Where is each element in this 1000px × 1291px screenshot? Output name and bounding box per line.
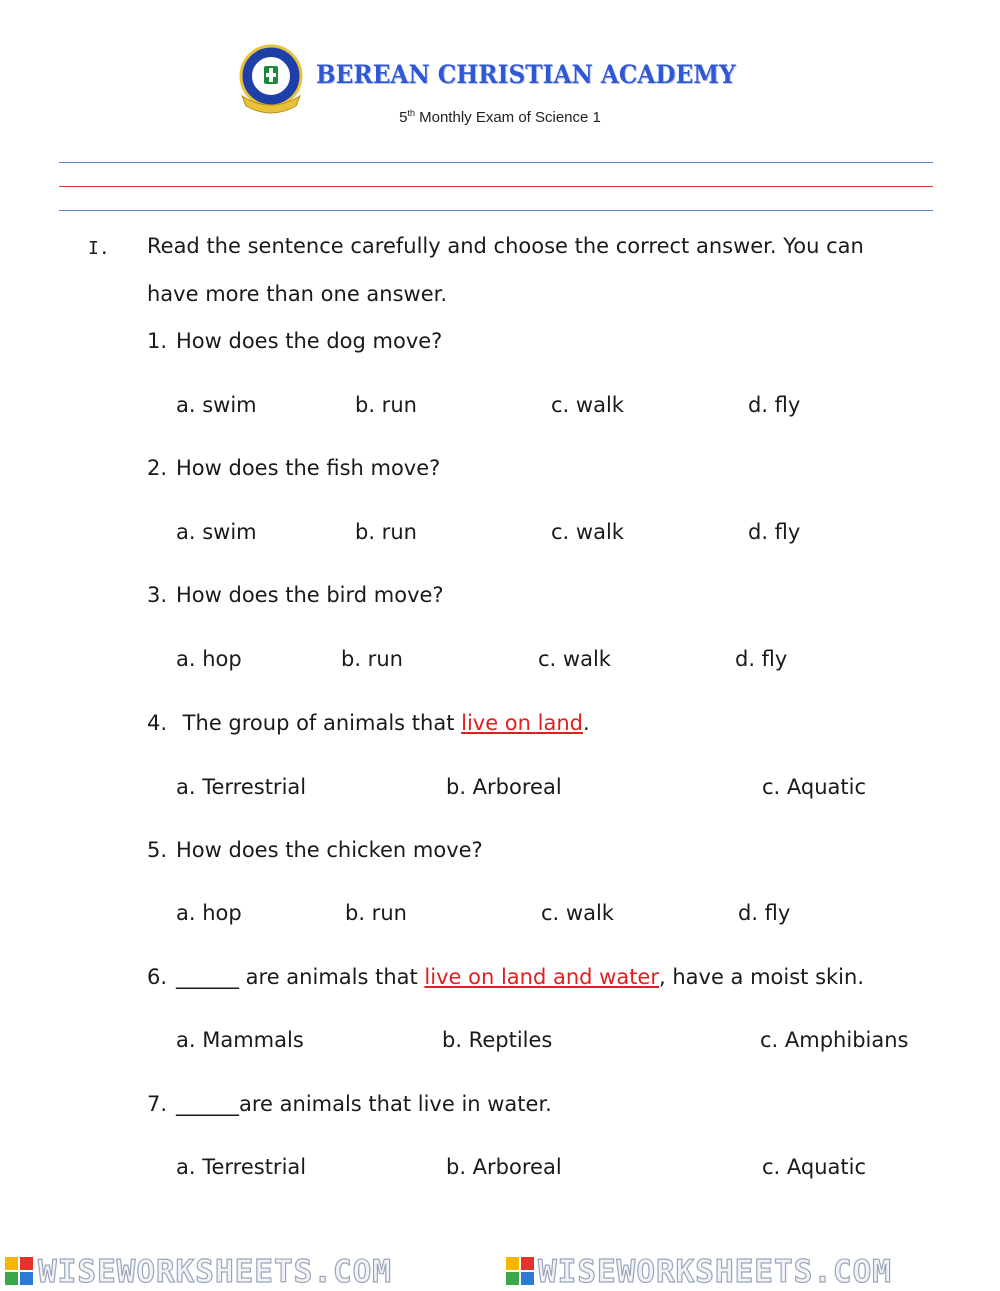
school-name: BEREAN CHRISTIAN ACADEMY <box>316 60 736 89</box>
choice[interactable]: b. run <box>345 901 407 925</box>
question-text-end: , have a moist skin. <box>658 965 864 989</box>
question-text: ______ are animals that <box>176 965 425 989</box>
question-number: 5. <box>147 838 168 862</box>
choice[interactable]: c. walk <box>538 647 611 671</box>
exam-ordinal-suffix: th <box>407 108 415 118</box>
divider-line-middle <box>59 186 933 187</box>
choice[interactable]: d. fly <box>748 393 801 417</box>
choice[interactable]: c. walk <box>551 393 624 417</box>
choice[interactable]: b. Arboreal <box>446 775 562 799</box>
highlighted-phrase: live on land <box>461 711 583 735</box>
choice[interactable]: a. Terrestrial <box>176 1155 307 1179</box>
choice[interactable]: c. Aquatic <box>762 775 867 799</box>
question-number: 1. <box>147 329 168 353</box>
question-1 <box>147 329 442 353</box>
question-3 <box>147 583 444 607</box>
question-text: The group of animals that <box>176 711 462 735</box>
question-number: 2. <box>147 456 168 480</box>
divider-line-top <box>59 162 933 163</box>
question-text: How does the bird move? <box>176 583 444 607</box>
choice[interactable]: b. run <box>355 520 417 544</box>
choice[interactable]: c. walk <box>541 901 614 925</box>
exam-title <box>0 108 1000 126</box>
highlighted-phrase: live on land and water <box>424 965 659 989</box>
watermark-text: WISEWORKSHEETS.COM <box>38 1254 392 1290</box>
question-2 <box>147 456 440 480</box>
question-5 <box>147 838 483 862</box>
exam-title-text: Monthly Exam of Science 1 <box>419 109 601 126</box>
school-logo <box>238 44 304 116</box>
watermark-footer <box>0 1250 1000 1291</box>
choice[interactable]: b. run <box>355 393 417 417</box>
choice[interactable]: b. Arboreal <box>446 1155 562 1179</box>
question-text: How does the fish move? <box>176 456 441 480</box>
choice[interactable]: a. hop <box>176 901 242 925</box>
choice[interactable]: a. swim <box>176 520 257 544</box>
choice[interactable]: c. Amphibians <box>760 1028 909 1052</box>
choice[interactable]: d. fly <box>748 520 801 544</box>
question-text: ______are animals that live in water. <box>176 1092 552 1116</box>
exam-ordinal: 5 <box>399 109 408 126</box>
divider-line-bottom <box>59 210 933 211</box>
question-6 <box>147 965 864 989</box>
choice[interactable]: c. walk <box>551 520 624 544</box>
watermark-text: WISEWORKSHEETS.COM <box>538 1254 892 1290</box>
wiseworksheets-logo-icon <box>5 1257 33 1285</box>
choice[interactable]: b. Reptiles <box>442 1028 553 1052</box>
choice[interactable]: a. hop <box>176 647 242 671</box>
choice[interactable]: a. swim <box>176 393 257 417</box>
question-7 <box>147 1092 552 1116</box>
question-number: 7. <box>147 1092 168 1116</box>
question-text-end: . <box>582 711 590 735</box>
question-4 <box>147 711 590 735</box>
instruction-line-1: Read the sentence carefully and choose the correct answer. You can <box>147 234 864 258</box>
question-text: How does the dog move? <box>176 329 443 353</box>
choice[interactable]: a. Mammals <box>176 1028 304 1052</box>
section-number: I. <box>88 238 110 259</box>
choice[interactable]: d. fly <box>735 647 788 671</box>
choice[interactable]: b. run <box>341 647 403 671</box>
choice[interactable]: a. Terrestrial <box>176 775 307 799</box>
question-number: 6. <box>147 965 168 989</box>
question-number: 3. <box>147 583 168 607</box>
question-text: How does the chicken move? <box>176 838 483 862</box>
choice[interactable]: c. Aquatic <box>762 1155 867 1179</box>
wiseworksheets-logo-icon <box>506 1257 534 1285</box>
instruction-line-2: have more than one answer. <box>147 282 448 306</box>
choice[interactable]: d. fly <box>738 901 791 925</box>
question-number: 4. <box>147 711 168 735</box>
